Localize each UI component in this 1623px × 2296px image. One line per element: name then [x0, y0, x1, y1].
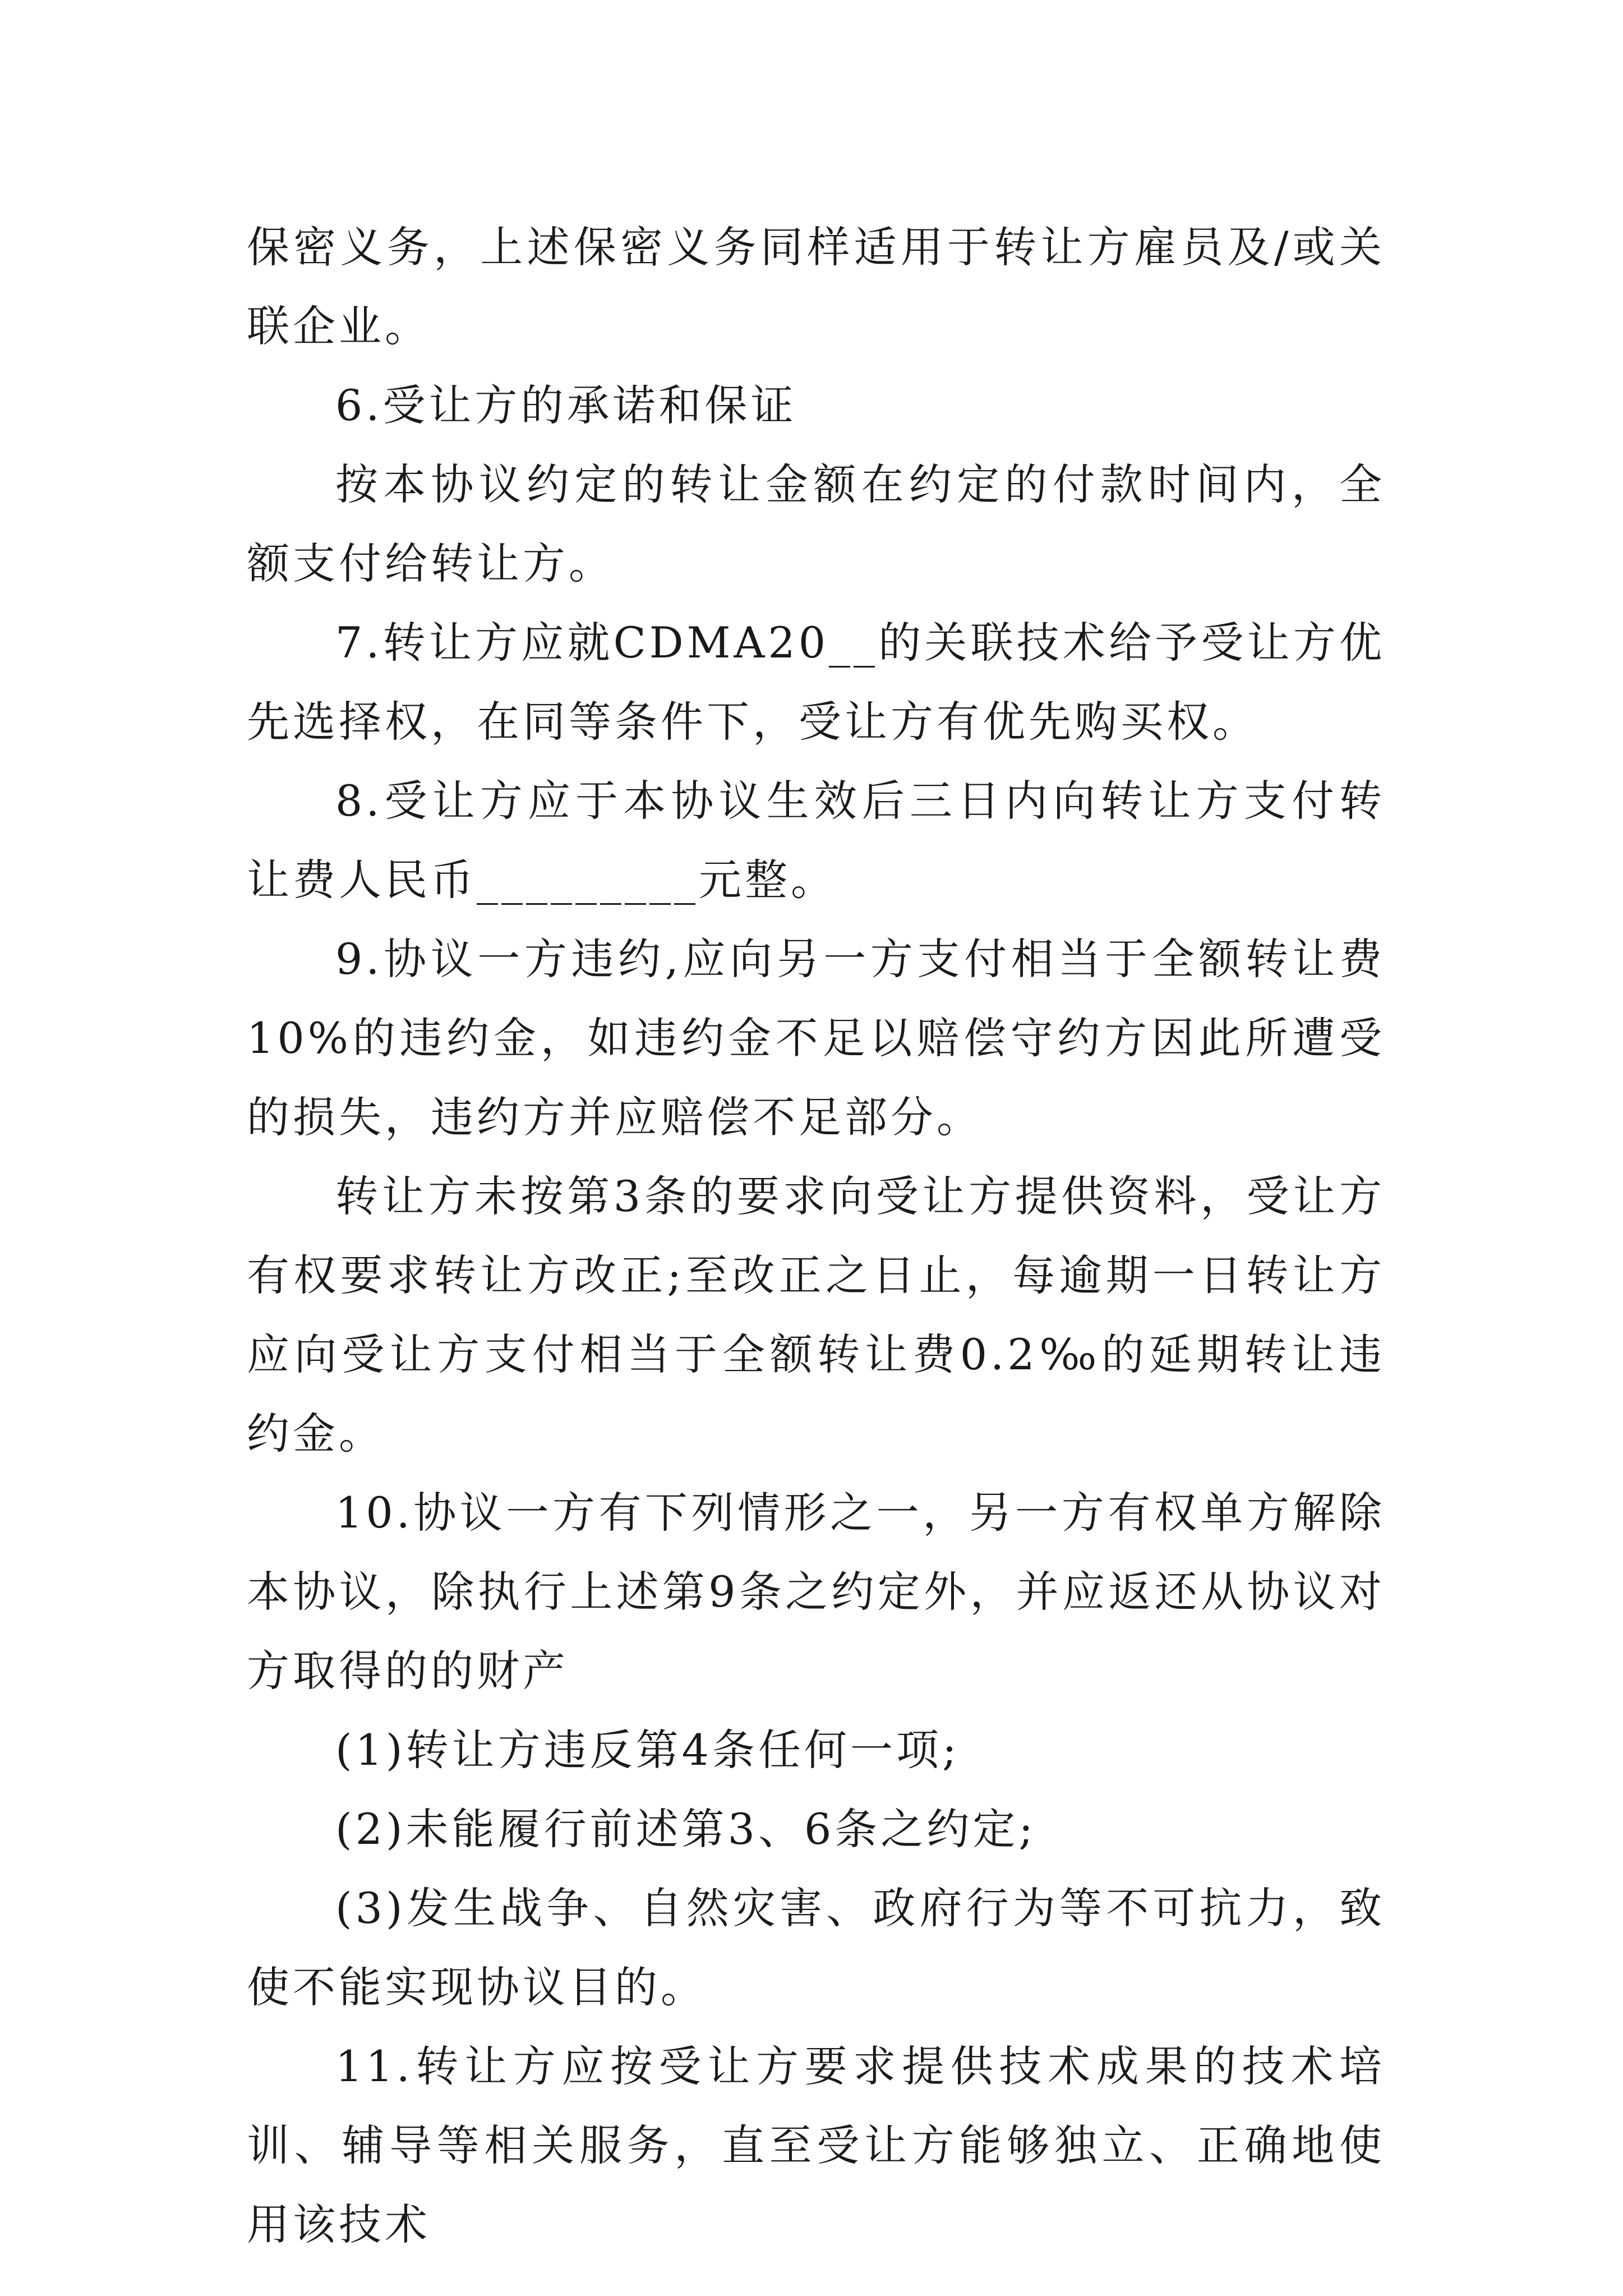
paragraph-clause-6-body: 按本协议约定的转让金额在约定的付款时间内，全额支付给转让方。: [247, 459, 1385, 588]
paragraph-clause-10-item-3: (3)发生战争、自然灾害、政府行为等不可抗力，致使不能实现协议目的。: [247, 1883, 1385, 2012]
paragraph-clause-6-heading: 6.受让方的承诺和保证: [335, 380, 797, 430]
paragraph-clause-11: 11.转让方应按受让方要求提供技术成果的技术培训、辅导等相关服务，直至受让方能够独立、正确地使用该技术: [247, 2041, 1385, 2249]
paragraph-clause-7: 7.转让方应就CDMA20__的关联技术给予受让方优先选择权，在同等条件下，受让方有优先购买权。: [247, 618, 1385, 747]
paragraph-clause-8: 8.受让方应于本协议生效后三日内向转让方支付转让费人民币_________元整。: [247, 776, 1385, 905]
paragraph-clause-10-item-1: (1)转让方违反第4条任何一项;: [335, 1725, 960, 1775]
paragraph-clause-10-item-2: (2)未能履行前述第3、6条之约定;: [335, 1804, 1036, 1854]
paragraph-clause-9-delay-penalty: 转让方未按第3条的要求向受让方提供资料，受让方有权要求转让方改正;至改正之日止，每逾期一日转让方应向受让方支付相当于全额转让费0.2‰的延期转让违约金。: [247, 1171, 1385, 1458]
paragraph-confidentiality-continued: 保密义务，上述保密义务同样适用于转让方雇员及/或关联企业。: [247, 222, 1385, 351]
paragraph-clause-10: 10.协议一方有下列情形之一，另一方有权单方解除本协议，除执行上述第9条之约定外，并应返还从协议对方取得的的财产: [247, 1488, 1385, 1696]
paragraph-clause-9: 9.协议一方违约,应向另一方支付相当于全额转让费10%的违约金，如违约金不足以赔偿守约方因此所遭受的损失，违约方并应赔偿不足部分。: [247, 934, 1385, 1142]
document-body: [247, 208, 1385, 2264]
